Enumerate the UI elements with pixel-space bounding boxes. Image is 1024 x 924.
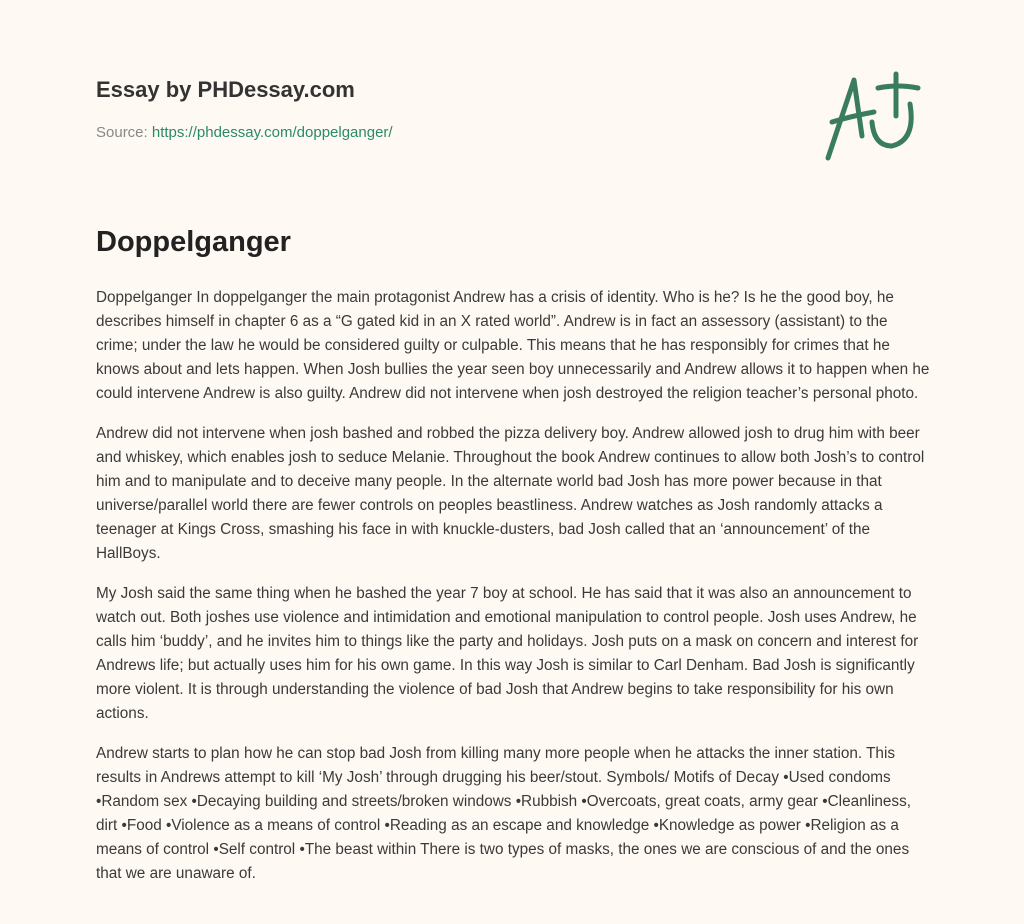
essay-body (96, 286, 930, 902)
site-brand: Essay by PHDessay.com (96, 77, 355, 102)
essay-title: Doppelganger (96, 226, 291, 258)
a-plus-logo-icon (818, 66, 928, 166)
essay-paragraph: Andrew did not intervene when josh bashed and robbed the pizza delivery boy. Andrew allowed josh to drug him with beer and whiskey, which enables josh to seduce Melanie. Throughout the book Andrew continues to allow both Josh’s to control him and to manipulate and to deceive many people. In the alternate world bad Josh has more power because in that universe/parallel world there are fewer controls on peoples beastliness. Andrew watches as Josh randomly attacks a teenager at Kings Cross, smashing his face in with knuckle-dusters, bad Josh called that an ‘announcement’ of the HallBoys. (96, 425, 925, 562)
essay-paragraph: Andrew starts to plan how he can stop bad Josh from killing many more people when he attacks the inner station. This results in Andrews attempt to kill ‘My Josh’ through drugging his beer/stout. Symbols/ Motifs of Decay •Used condoms •Random sex •Decaying building and streets/broken windows •Rubbish •Overcoats, great coats, army gear •Cleanliness, dirt •Food •Violence as a means of control •Reading as an escape and knowledge •Knowledge as power •Religion as a means of control •Self control •The beast within There is two types of masks, the ones we are conscious of and the ones that we are unaware of. (96, 745, 911, 882)
source-link[interactable]: https://phdessay.com/doppelganger/ (151, 124, 393, 141)
essay-paragraph: Doppelganger In doppelganger the main protagonist Andrew has a crisis of identity. Who is he? Is he the good boy, he describes himself in chapter 6 as a “G gated kid in an X rated world”. Andrew is in fact an assessory (assistant) to the crime; under the law he would be considered guilty or culpable. This means that he has responsibly for crimes that he knows about and lets happen. When Josh bullies the year seen boy unnecessarily and Andrew allows it to happen when he could intervene Andrew is also guilty. Andrew did not intervene when josh destroyed the religion teacher’s personal photo. (96, 289, 930, 402)
essay-paragraph: My Josh said the same thing when he bashed the year 7 boy at school. He has said that it was also an announcement to watch out. Both joshes use violence and intimidation and emotional manipulation to control people. Josh uses Andrew, he calls him ‘buddy’, and he invites him to things like the party and holidays. Josh puts on a mask on concern and interest for Andrews life; but actually uses him for his own game. In this way Josh is similar to Carl Denham. Bad Josh is significantly more violent. It is through understanding the violence of bad Josh that Andrew begins to take responsibility for his own actions. (96, 585, 919, 722)
source-label: Source: (96, 124, 148, 141)
source-line (96, 124, 393, 141)
